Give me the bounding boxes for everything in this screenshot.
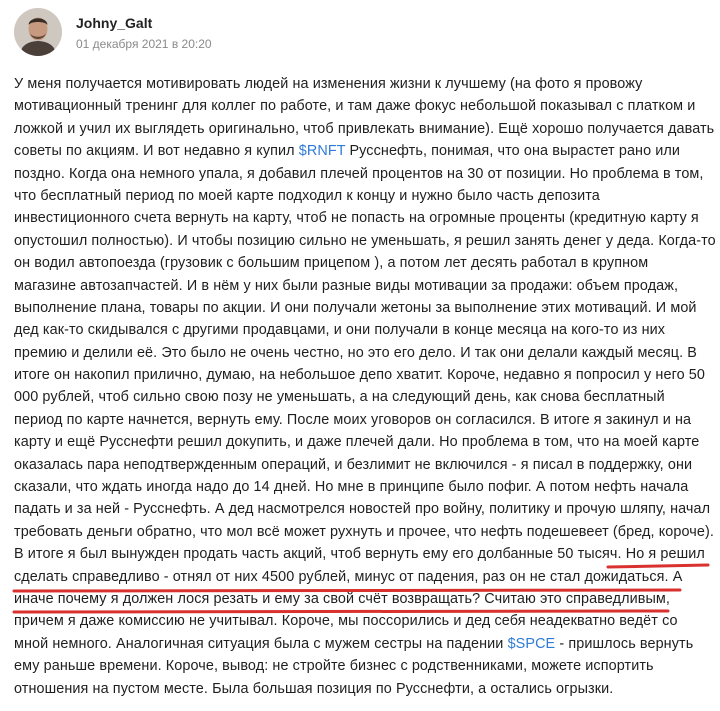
post-text-line	[14, 297, 714, 319]
post-text-segment: 000 рублей, чтоб сильно свою позу не уменьшать, а на следующий день, как снова бесплатный	[14, 389, 665, 406]
ticker-link[interactable]: $SPCE	[507, 635, 556, 652]
post-text-segment: сделать справедливо - отнял от них 4500 рублей, минус от падения, раз он не стал дожидаться. А	[14, 568, 683, 585]
post-text-line	[14, 252, 714, 274]
post-text-line	[14, 275, 714, 297]
post-body	[14, 73, 714, 700]
post-text-segment: мотивационный тренинг для коллег по работе, и там даже фокус небольшой показывал с платком и	[14, 98, 696, 115]
post-text-line	[14, 118, 714, 140]
post-text-segment: требовать деньги обратно, что мол всё может рухнуть и прочее, что нефть подешевеет (бред, короче).	[14, 523, 714, 540]
post-text-segment: мной немного. Аналогичная ситуация была с мужем сестры на падении	[14, 635, 508, 652]
post-text-line	[14, 163, 714, 185]
post-text-segment: ему раньше времени. Короче, вывод: не стройте бизнес с родственниками, можете испортить	[14, 658, 654, 675]
post-text-line	[14, 543, 714, 565]
post-text-line	[14, 498, 714, 520]
post-text-line	[14, 409, 714, 431]
post-text-segment: поздно. Когда она немного упала, я добавил плечей процентов на 30 от позиции. Но проблема в том,	[14, 165, 704, 182]
post-text-line	[14, 633, 714, 655]
post-text-line	[14, 476, 714, 498]
post-text-line	[14, 588, 714, 610]
post-text-segment: иначе почему я должен лося резать и ему за свой счёт возвращать? Считаю это справедливым,	[14, 590, 671, 607]
post-text-line	[14, 207, 714, 229]
post-text-segment: оказалась пара неподтвержденным операций, и безлимит не включился - я писал в поддержку, они	[14, 456, 693, 473]
post-text-line	[14, 95, 714, 117]
post-text-line	[14, 73, 714, 95]
post-text-line	[14, 386, 714, 408]
post-text-line	[14, 319, 714, 341]
avatar[interactable]	[14, 8, 62, 56]
post-text-line	[14, 364, 714, 386]
post-text-line	[14, 185, 714, 207]
post-text-segment: опустошил полностью). И чтобы позицию сильно не уменьшать, я решил занять денег у деда. Когда-то	[14, 232, 716, 249]
post-text-segment: дед как-то скидывался с другими продавцами, и они получали в конце месяца на кого-то из них	[14, 322, 666, 339]
post-text-segment: выполнение плана, товары по акции. И они получали жетоны за выполнение этих мотиваций. И мой	[14, 299, 697, 316]
post-text-segment: сказали, что ждать иногда надо до 14 дней. Но мне в принципе было пофиг. А потом нефть начала	[14, 479, 689, 496]
post-text-line	[14, 230, 714, 252]
post-text-segment: Русснефть, понимая, что она вырастет рано или	[345, 143, 681, 160]
post-text-segment: У меня получается мотивировать людей на изменения жизни к лучшему (на фото я провожу	[14, 76, 643, 92]
post-text-line	[14, 454, 714, 476]
post-text-segment: - пришлось вернуть	[555, 635, 694, 652]
post-text-line	[14, 521, 714, 543]
post-text-segment: советы по акциям. И вот недавно я купил	[14, 143, 299, 160]
post-text-line	[14, 610, 714, 632]
post-text-segment: В итоге я был вынужден продать часть акций, чтоб вернуть ему его долбанные 50 тысяч. Но я решил	[14, 546, 705, 563]
post-text-segment: премию и делили её. Это было не очень честно, но это его дело. И так они делали каждый месяц. В	[14, 344, 697, 361]
post-text-line	[14, 655, 714, 677]
post-text-segment: что бесплатный период по моей карте подходил к концу и нужно было часть депозита	[14, 187, 600, 204]
post-text-segment: причем я даже комиссию не учитывал. Короче, мы поссорились и дед себя неадекватно ведёт со	[14, 613, 678, 630]
author-name[interactable]: Johny_Galt	[76, 15, 153, 31]
post-text-segment: ложкой и учил их выглядеть оригинально, чтоб привлекать внимание). Ещё хорошо получается давать	[14, 120, 715, 137]
post-text-segment: он водил автопоезда (грузовик с большим прицепом ), а потом лет десять работал в крупном	[14, 255, 649, 272]
post-text-segment: отношения на пустом месте. Была большая позиция по Русснефти, а остались огрызки.	[14, 680, 614, 697]
post-date: 01 декабря 2021 в 20:20	[76, 37, 212, 51]
post-text-segment: итоге он накопил прилично, думаю, на небольшое депо хватит. Короче, недавно я попросил у него 50	[14, 367, 706, 384]
post-text-segment: инвестиционного счета вернуть на карту, чтоб не попасть на огромные проценты (кредитную карту я	[14, 210, 699, 227]
post-text-line	[14, 566, 714, 588]
post-text-line	[14, 342, 714, 364]
post-text-line	[14, 678, 714, 700]
post-text-segment: падать и за ней - Русснефть. А дед насмотрелся новостей про войну, политику и прочую шляпу, начал	[14, 501, 711, 518]
post-text-segment: период по карте начнется, вернуть ему. После моих уговоров он согласился. В итоге я закинул и на	[14, 411, 692, 428]
post-text-line	[14, 431, 714, 453]
post-text-segment: карту и ещё Русснефти решил докупить, и даже плечей дали. Но проблема в том, что на моей карте	[14, 434, 700, 451]
post-text-line	[14, 140, 714, 162]
post-text-segment: магазине автозапчастей. И в нём у них были разные виды мотивации за продажи: объем продаж,	[14, 277, 679, 294]
ticker-link[interactable]: $RNFT	[298, 143, 346, 160]
